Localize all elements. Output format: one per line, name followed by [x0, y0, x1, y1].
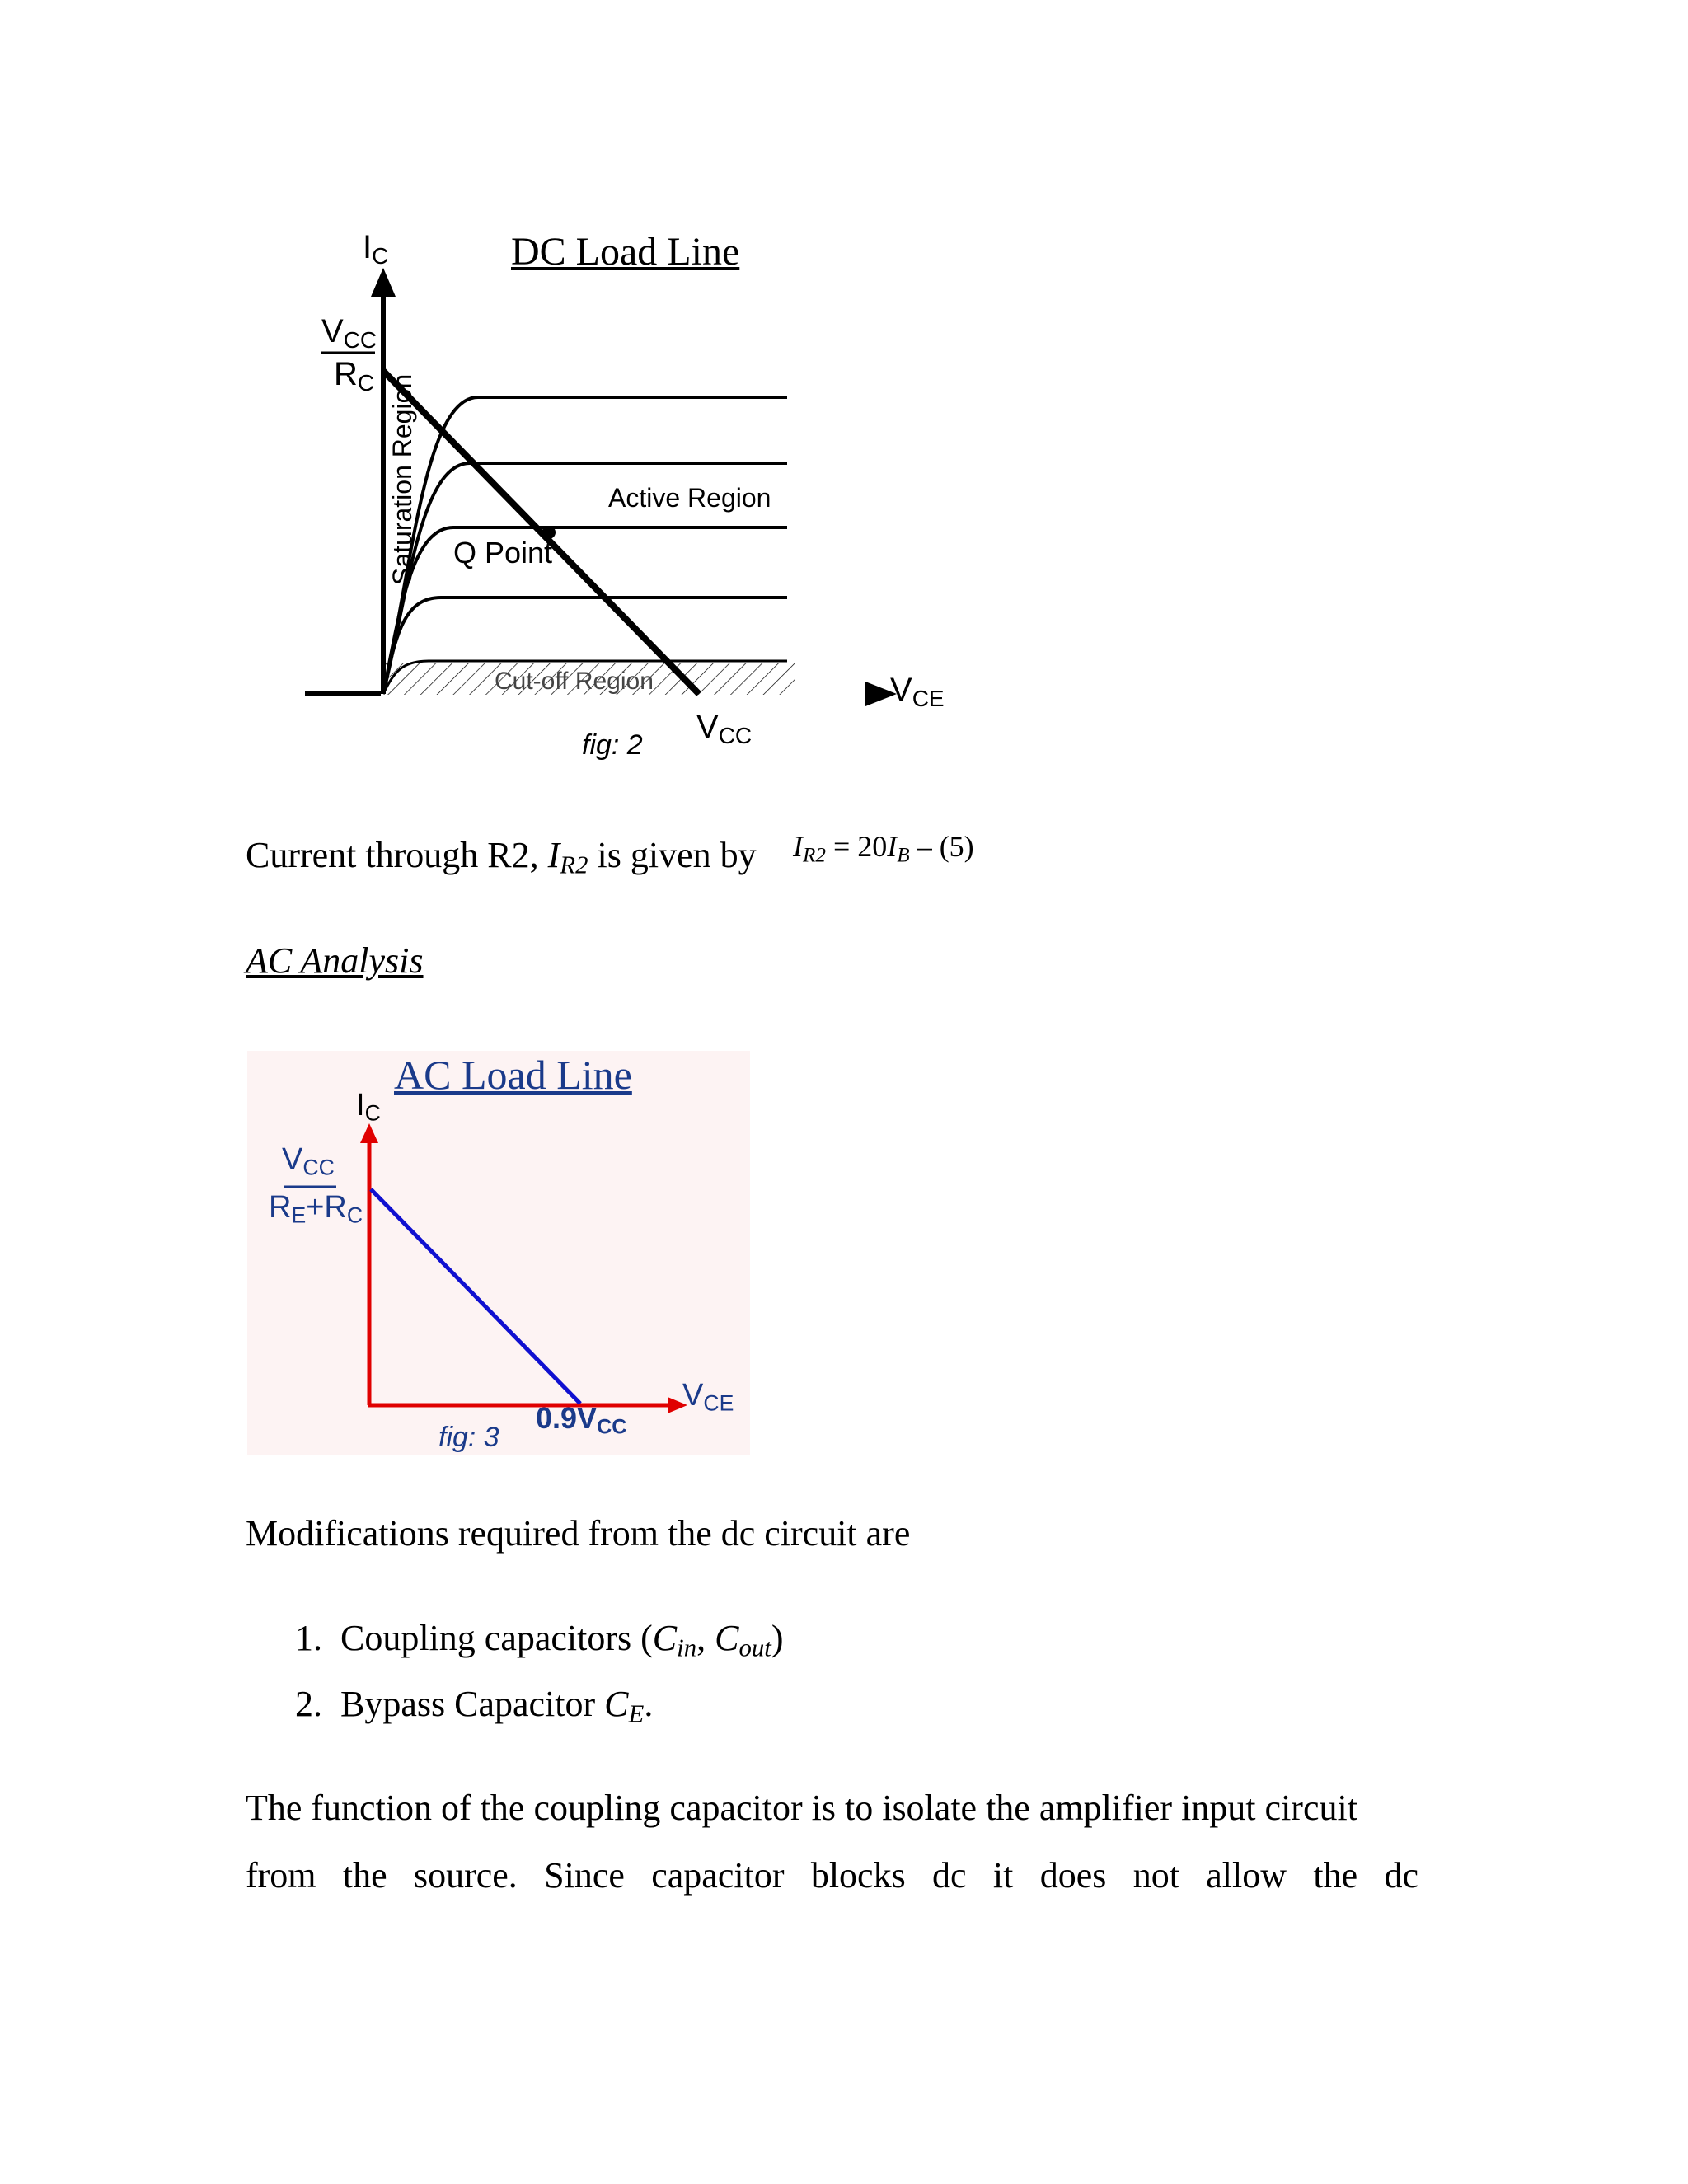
r2-current-equation: $I_{R2} = 20I_B - (5)$	[793, 830, 974, 867]
r2-current-sentence: Current through R2, $I_{R2}$ is given by	[246, 835, 757, 879]
ac-y-intercept-denominator: $R_E+R_C$	[269, 1190, 363, 1228]
active-region-label: Active Region	[608, 483, 771, 513]
list-item-coupling-capacitors: 1. Coupling capacitors ($C_{in}$, $C_{out}$)	[295, 1618, 784, 1662]
characteristic-curve-1	[383, 397, 787, 694]
ac-y-intercept-numerator: $V_{CC}$	[282, 1142, 335, 1180]
dc-y-intercept-numerator: $V_{CC}$	[321, 313, 377, 353]
ac-y-axis-label: $I_C$	[356, 1088, 381, 1126]
dc-x-axis-label: $V_{CE}$	[890, 672, 945, 711]
y-axis-arrow	[371, 268, 396, 297]
ac-load-line	[371, 1189, 580, 1404]
ac-load-line-title: AC Load Line	[394, 1052, 632, 1098]
ac-x-axis-label: $V_{CE}$	[682, 1378, 734, 1416]
ac-x-intercept-label: $0.9V_{CC}$	[536, 1401, 627, 1439]
dc-x-intercept-label: $V_{CC}$	[696, 709, 753, 748]
coupling-paragraph-line-2: from the source. Since capacitor blocks dc it does not allow the dc	[246, 1855, 1418, 1896]
q-point-label: Q Point	[453, 536, 553, 569]
dc-load-line	[383, 371, 699, 694]
cutoff-region-label: Cut-off Region	[495, 668, 654, 695]
modifications-intro: Modifications required from the dc circuit are	[246, 1513, 911, 1554]
ac-load-line-figure	[247, 1051, 750, 1455]
dc-load-line-title: DC Load Line	[511, 230, 740, 274]
fig-3-caption: fig: 3	[438, 1422, 499, 1453]
ac-analysis-heading: AC Analysis	[246, 940, 424, 981]
ac-y-axis-arrow	[360, 1123, 378, 1143]
list-item-number: 1.	[295, 1618, 322, 1658]
coupling-paragraph-line-1: The function of the coupling capacitor is to isolate the amplifier input circuit	[246, 1788, 1357, 1828]
list-item-bypass-capacitor: 2. Bypass Capacitor $C_E$.	[295, 1684, 654, 1728]
dc-y-axis-label: $I_C$	[363, 229, 389, 269]
dc-y-intercept-denominator: $R_C$	[334, 356, 375, 396]
fig-2-caption: fig: 2	[582, 729, 643, 761]
saturation-region-label: Saturation Region	[387, 373, 417, 585]
list-item-number: 2.	[295, 1684, 322, 1724]
